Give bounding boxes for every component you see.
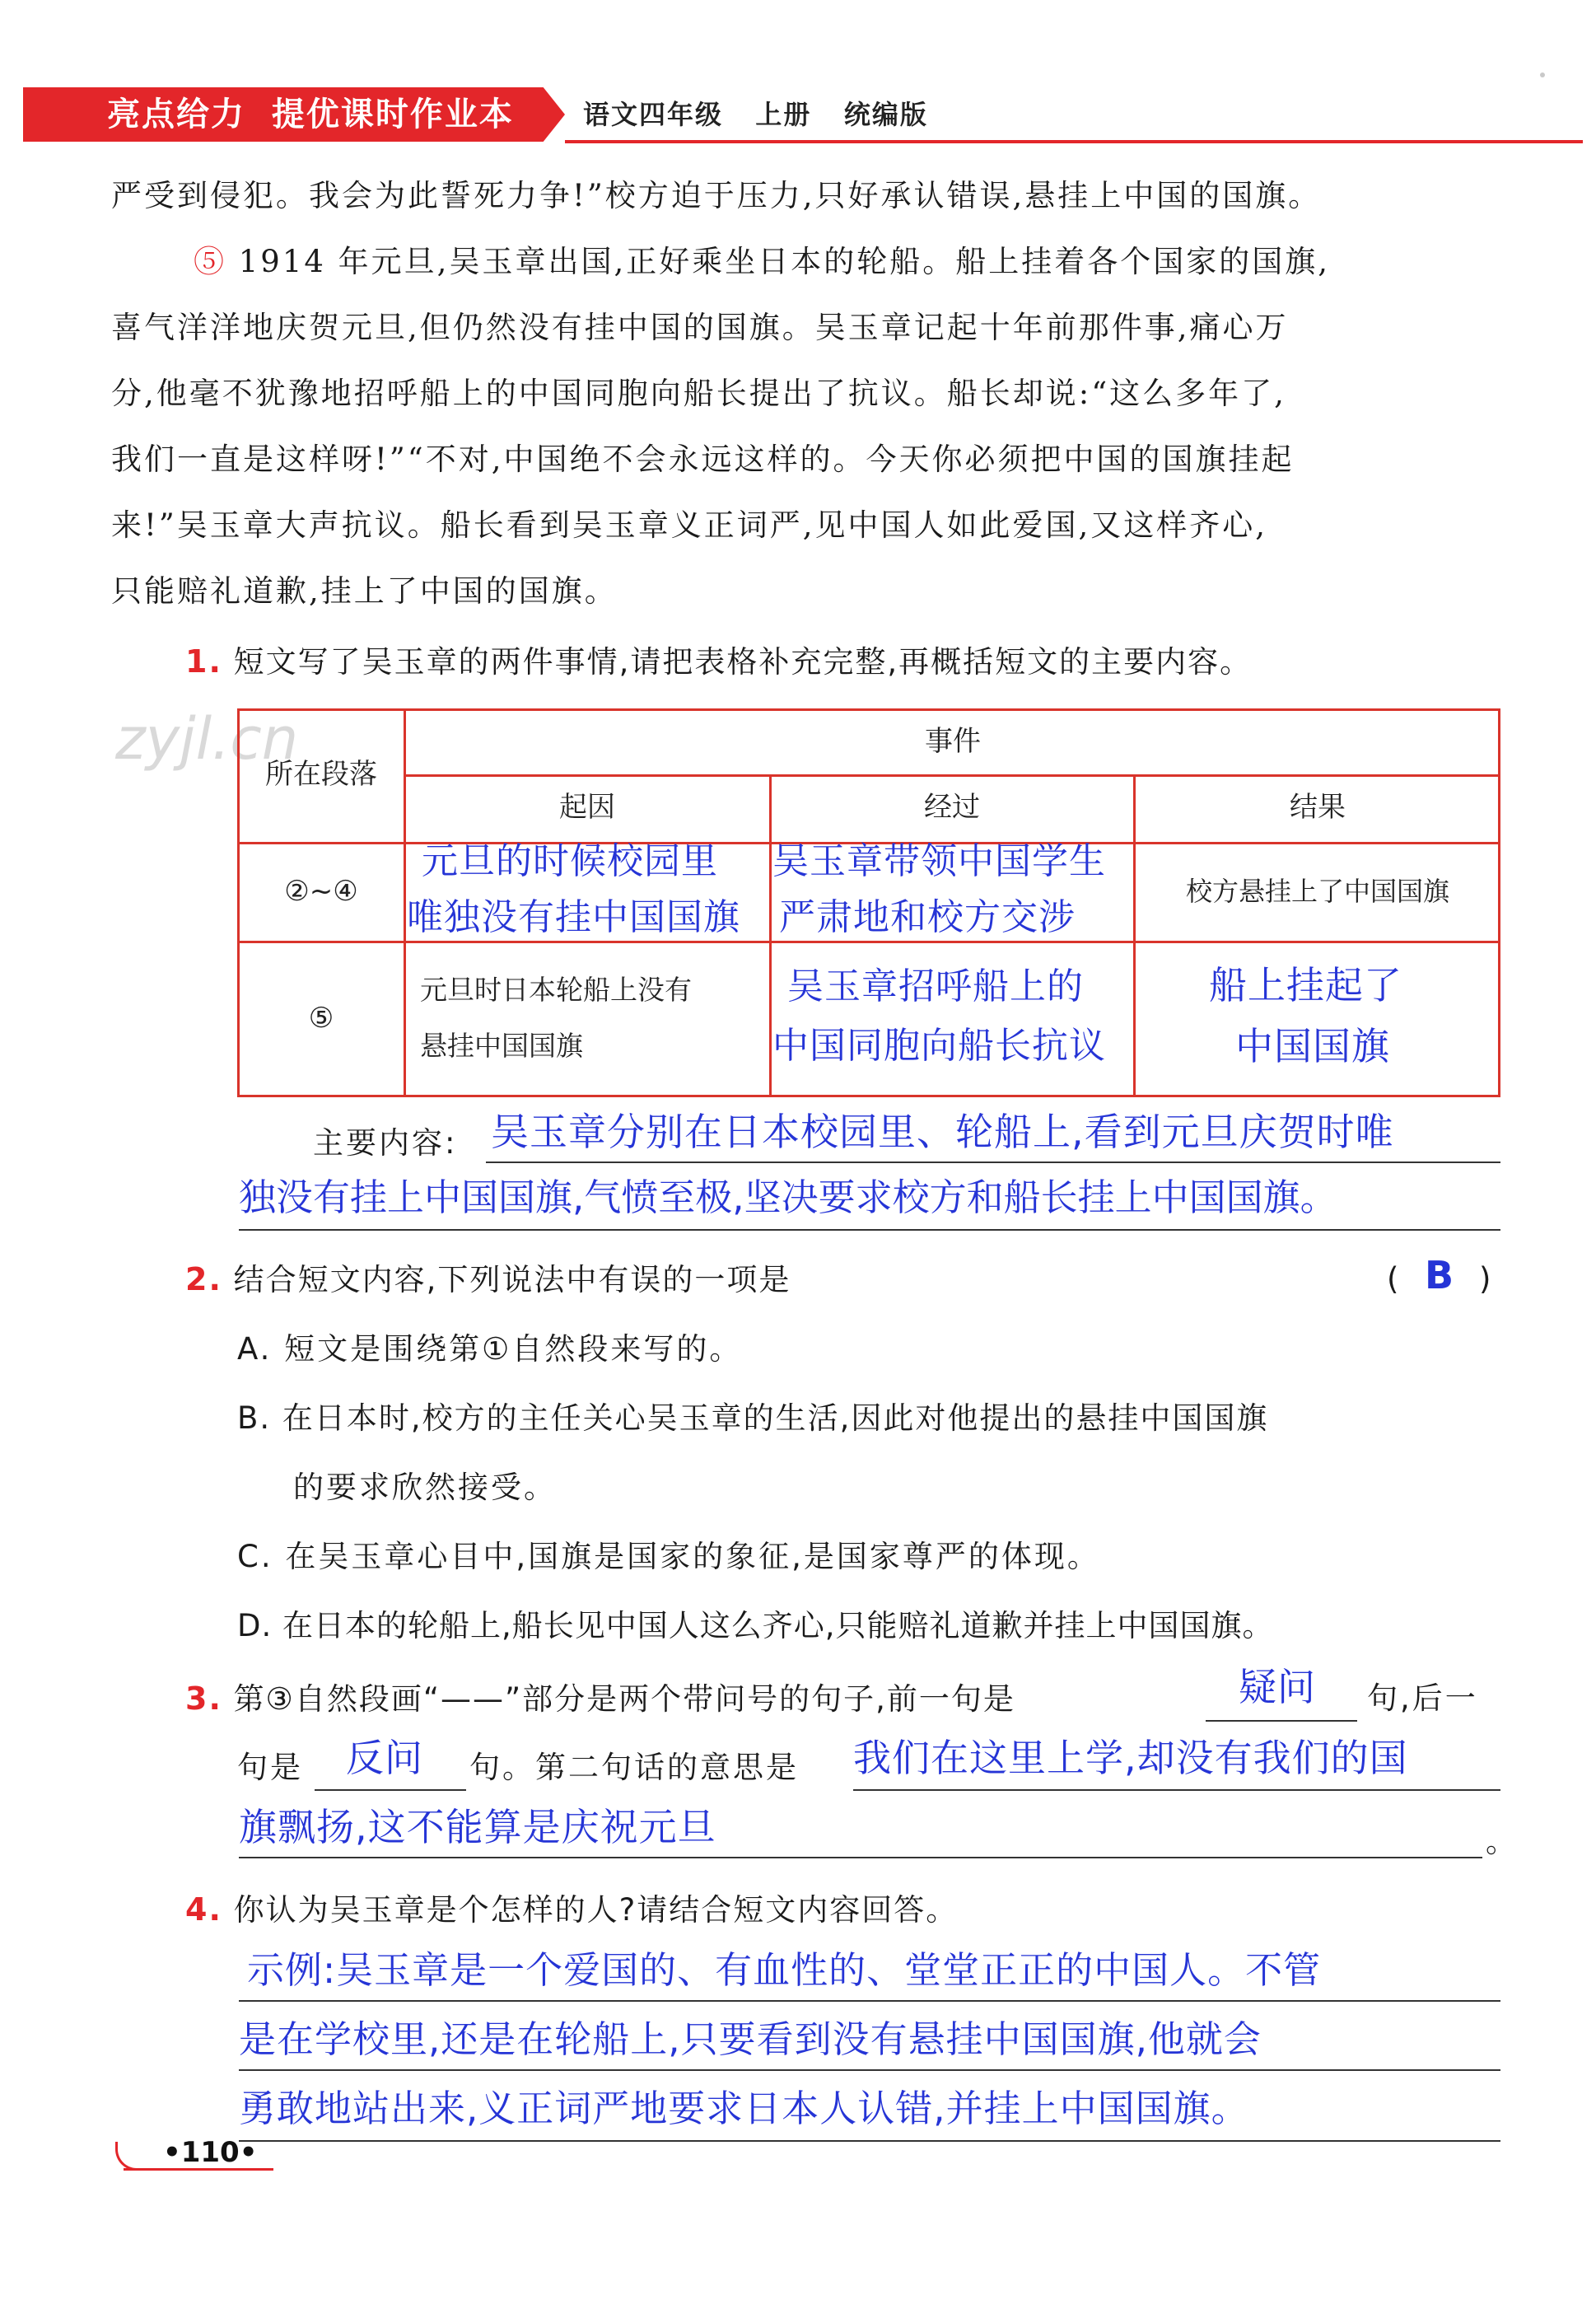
row1-process-answer: 吴玉章带领中国学生 — [772, 840, 1106, 882]
corner-dot — [1540, 72, 1545, 77]
question-3: 3. 第③自然段画“——”部分是两个带问号的句子,前一句是 — [185, 1680, 1015, 1717]
q2-answer-paren: ) — [1479, 1261, 1494, 1297]
table-line — [404, 774, 1500, 777]
end-mark: 。 — [1486, 1824, 1519, 1859]
main-content-answer: 独没有挂上中国国旗,气愤至极,坚决要求校方和船长挂上中国国旗。 — [239, 1176, 1337, 1219]
q4-answer: 是在学校里,还是在轮船上,只要看到没有悬挂中国国旗,他就会 — [239, 2017, 1262, 2061]
answer-line — [239, 2140, 1500, 2142]
answer-line — [1206, 1720, 1357, 1722]
question-4: 4. 你认为吴玉章是个怎样的人?请结合短文内容回答。 — [185, 1891, 959, 1928]
answer-line — [239, 1229, 1500, 1231]
passage-line: ⑤ 1914 年元旦,吴玉章出国,正好乘坐日本的轮船。船上挂着各个国家的国旗, — [194, 244, 1330, 279]
paragraph-marker: ⑤ — [194, 244, 226, 279]
option-d: D. 在日本的轮船上,船长见中国人这么齐心,只能赔礼道歉并挂上中国国旗。 — [237, 1608, 1274, 1643]
question-2: 2. 结合短文内容,下列说法中有误的一项是 — [185, 1261, 791, 1297]
answer-line — [239, 2069, 1500, 2071]
question-number: 4. — [185, 1891, 222, 1928]
row1-paragraph: ②~④ — [284, 875, 358, 908]
book-info: 语文四年级 上册 统编版 — [583, 99, 928, 130]
q4-answer: 勇敢地站出来,义正词严地要求日本人认错,并挂上中国国旗。 — [239, 2087, 1249, 2130]
passage-line: 喜气洋洋地庆贺元旦,但仍然没有挂中国的国旗。吴玉章记起十年前那件事,痛心万 — [111, 310, 1289, 345]
q2-answer: B — [1425, 1253, 1455, 1297]
option-c: C. 在吴玉章心目中,国旗是国家的象征,是国家尊严的体现。 — [237, 1539, 1100, 1574]
watermark: zyjl.cn — [115, 705, 299, 773]
row2-process-answer: 吴玉章招呼船上的 — [787, 965, 1084, 1007]
passage-line: 严受到侵犯。我会为此誓死力争!”校方迫于压力,只好承认错误,悬挂上中国的国旗。 — [111, 178, 1322, 213]
row2-process-answer: 中国同胞向船长抗议 — [772, 1025, 1106, 1067]
answer-line — [486, 1162, 1500, 1163]
row2-cause: 元旦时日本轮船上没有 — [420, 974, 692, 1006]
header-rule — [565, 140, 1583, 143]
q3-answer-2: 反问 — [346, 1736, 423, 1780]
row2-result-answer: 中国国旗 — [1235, 1024, 1390, 1068]
option-b-cont: 的要求欣然接受。 — [293, 1470, 557, 1505]
row1-cause-answer: 唯独没有挂中国国旗 — [407, 896, 740, 938]
question-1: 1. 短文写了吴玉章的两件事情,请把表格补充完整,再概括短文的主要内容。 — [185, 643, 1253, 680]
question-number: 2. — [185, 1261, 222, 1297]
series-title: 亮点给力 提优课时作业本 — [107, 96, 514, 133]
main-content-label: 主要内容: — [313, 1125, 458, 1161]
header-paragraph: 所在段落 — [265, 758, 377, 791]
main-content-answer: 吴玉章分别在日本校园里、轮船上,看到元旦庆贺时唯 — [491, 1110, 1394, 1154]
q3-answer-1: 疑问 — [1239, 1665, 1316, 1709]
q2-answer-paren: ( — [1387, 1261, 1402, 1297]
header-event: 事件 — [925, 725, 981, 758]
row1-result: 校方悬挂上了中国国旗 — [1185, 876, 1449, 907]
option-b: B. 在日本时,校方的主任关心吴玉章的生活,因此对他提出的悬挂中国国旗 — [237, 1400, 1269, 1436]
q3-text: 句是 — [237, 1750, 303, 1785]
passage-line: 我们一直是这样呀!”“不对,中国绝不会永远这样的。今天你必须把中国的国旗挂起 — [111, 442, 1295, 477]
passage-line: 来!”吴玉章大声抗议。船长看到吴玉章义正词严,见中国人如此爱国,又这样齐心, — [111, 507, 1268, 543]
q3-text: 句,后一 — [1367, 1680, 1478, 1716]
q3-answer-3: 我们在这里上学,却没有我们的国 — [853, 1736, 1408, 1780]
header-process: 经过 — [924, 791, 980, 824]
q3-text: 句。第二句话的意思是 — [469, 1750, 799, 1785]
header-cause: 起因 — [559, 791, 615, 824]
row2-result-answer: 船上挂起了 — [1209, 963, 1402, 1007]
table-line — [404, 708, 406, 1097]
header-result: 结果 — [1290, 791, 1346, 824]
answer-line — [315, 1789, 466, 1791]
row1-cause-answer: 元旦的时候校园里 — [422, 840, 718, 882]
answer-line — [853, 1789, 1500, 1791]
answer-line — [239, 2000, 1500, 2002]
q4-answer: 示例:吴玉章是一个爱国的、有血性的、堂堂正正的中国人。不管 — [247, 1948, 1322, 1992]
q3-answer-3: 旗飘扬,这不能算是庆祝元旦 — [239, 1805, 716, 1849]
row1-process-answer: 严肃地和校方交涉 — [779, 896, 1076, 938]
option-a: A. 短文是围绕第①自然段来写的。 — [237, 1331, 743, 1367]
page-number: •110• — [163, 2136, 258, 2169]
passage-line: 只能赔礼道歉,挂上了中国的国旗。 — [111, 573, 618, 609]
question-number: 3. — [185, 1680, 222, 1717]
passage-line: 分,他毫不犹豫地招呼船上的中国同胞向船长提出了抗议。船长却说:“这么多年了, — [111, 376, 1286, 411]
question-number: 1. — [185, 643, 222, 680]
row2-cause: 悬挂中国国旗 — [420, 1030, 583, 1062]
row2-paragraph: ⑤ — [308, 1002, 334, 1035]
page-number-decoration — [115, 2142, 144, 2171]
answer-line — [239, 1857, 1482, 1858]
